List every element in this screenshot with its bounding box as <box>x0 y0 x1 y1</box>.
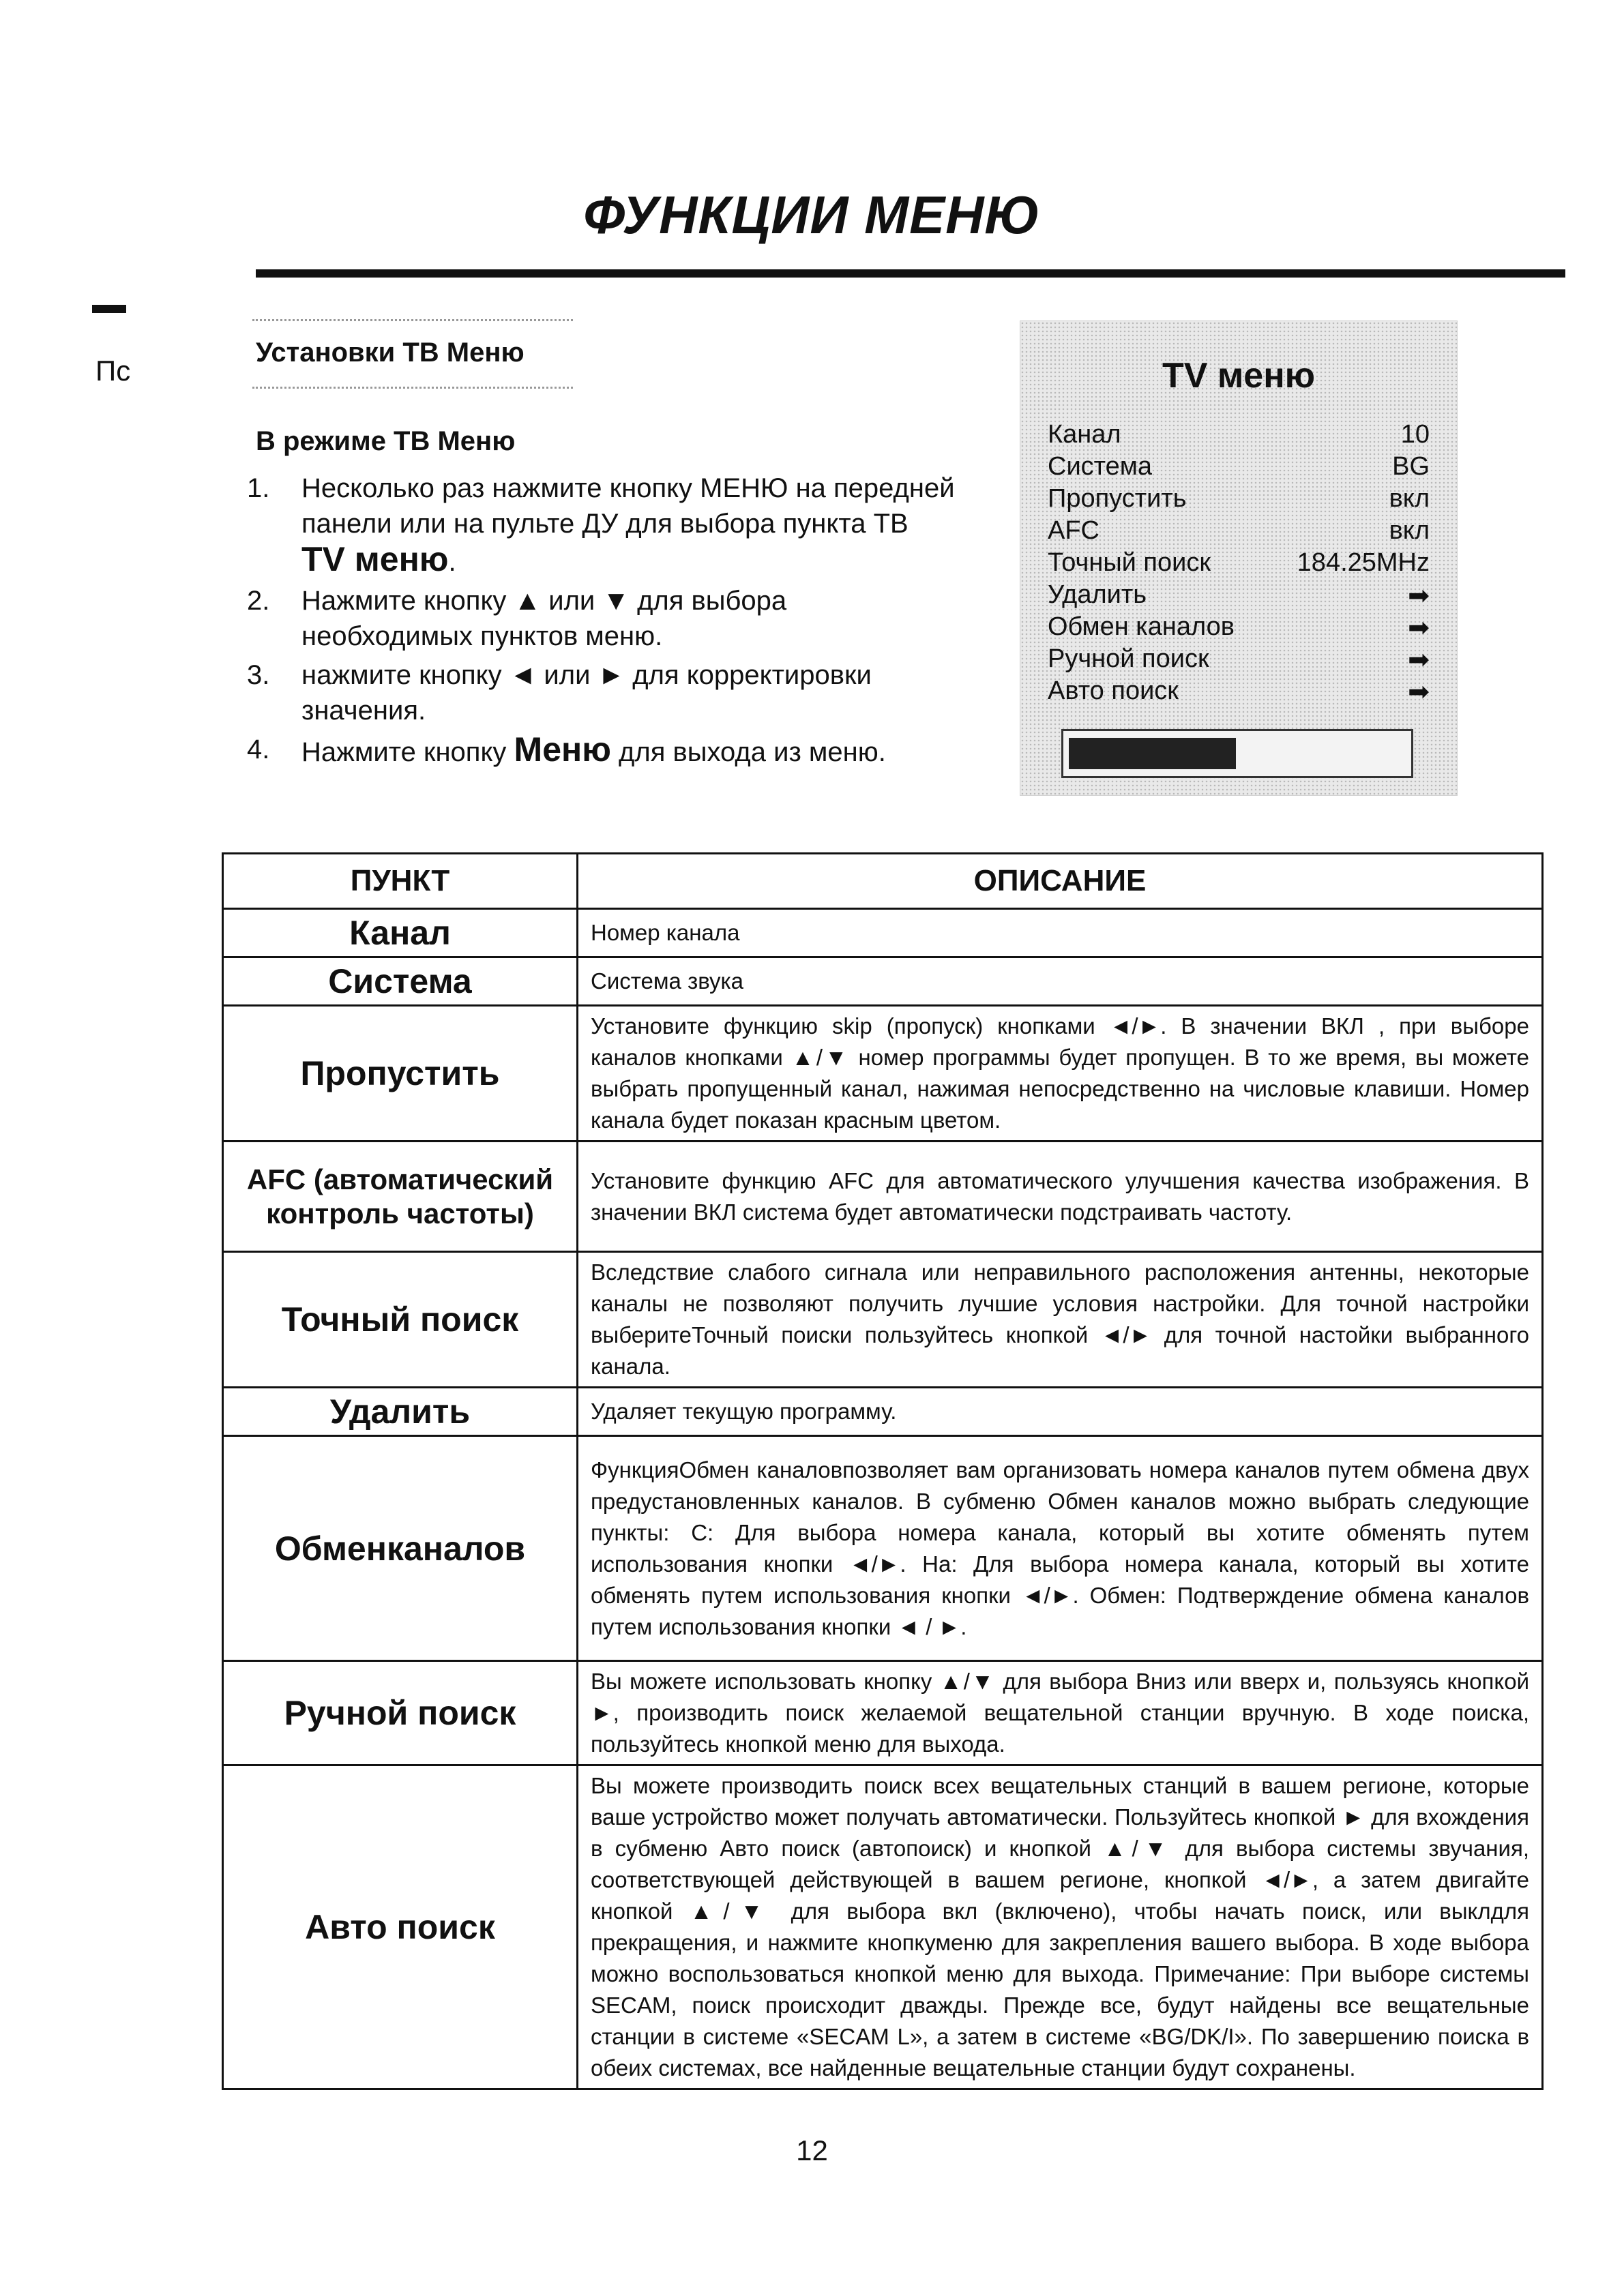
step-number: 1. <box>247 473 270 503</box>
item-name: Обменканалов <box>223 1436 578 1661</box>
item-description: Номер канала <box>578 909 1543 957</box>
table-row <box>223 909 1543 957</box>
menu-items-table <box>222 852 1544 2090</box>
tv-menu-row <box>1048 548 1430 580</box>
step-item <box>247 583 956 654</box>
item-description: Установите функцию AFC для автоматического улучшения качества изображения. В значении ВКЛ система будет автоматически подстраивать частоту. <box>578 1142 1543 1252</box>
arrow-right-icon: ➡ <box>1408 646 1430 674</box>
step-text: Нажмите кнопку ▲ или ▼ для выбора необходимых пунктов меню. <box>301 586 787 651</box>
item-name: Ручной поиск <box>223 1661 578 1765</box>
tv-menu-row <box>1048 676 1430 708</box>
tv-menu-label: Авто поиск <box>1048 676 1179 705</box>
step-item <box>247 732 956 770</box>
instruction-steps <box>247 471 956 773</box>
item-description: Вы можете производить поиск всех вещательных станций в вашем регионе, которые ваше устройство может получать автоматически. Пользуйтесь кнопкой ► для вхождения в субменю Авто поиск (автопоиск) и кнопкой ▲/▼ для выбора системы звучания, соответствующей действующей в вашем регионе, кнопкой ◄/►, а затем двигайте кнопкой ▲/▼ для выбора вкл (включено), чтобы начать поиск, или выклдля прекращения, и нажмите кнопкуменю для закрепления вашего выбора. В ходе выбора можно воспользоваться кнопкой меню для выхода. Примечание: При выборе системы SECAM, поиск происходит дважды. Прежде все, будут найдены все вещательные станции в системе «SECAM L», а затем в системе «BG/DK/I». По завершению поиска в обеих системах, все найденные вещательные станции будут сохранены. <box>578 1765 1543 2089</box>
title-divider <box>256 269 1565 278</box>
tv-menu-label: Удалить <box>1048 580 1147 609</box>
tv-menu-value: вкл <box>1389 516 1430 545</box>
table-row <box>223 1142 1543 1252</box>
step-text: нажмите кнопку ◄ или ► для корректировки значения. <box>301 660 872 726</box>
tv-menu-row <box>1048 612 1430 644</box>
table-row <box>223 1388 1543 1436</box>
tv-menu-label: Точный поиск <box>1048 548 1211 577</box>
item-description: Система звука <box>578 957 1543 1006</box>
tv-menu-row <box>1048 644 1430 676</box>
item-name: Система <box>223 957 578 1006</box>
item-name: Авто поиск <box>223 1765 578 2089</box>
table-header-row <box>223 854 1543 909</box>
table-row <box>223 957 1543 1006</box>
tv-menu-label: Система <box>1048 452 1153 481</box>
tv-menu-value: 184.25MHz <box>1297 548 1430 577</box>
tv-menu-progress-bar <box>1061 729 1413 778</box>
table-row <box>223 1661 1543 1765</box>
step-emphasis: TV меню <box>301 540 449 578</box>
table-row <box>223 1436 1543 1661</box>
table-row <box>223 1006 1543 1142</box>
tv-menu-label: Обмен каналов <box>1048 612 1235 641</box>
step-item <box>247 657 956 728</box>
margin-mark <box>92 305 126 313</box>
arrow-right-icon: ➡ <box>1408 614 1430 642</box>
step-number: 4. <box>247 734 270 764</box>
tv-menu-screenshot <box>1020 320 1458 796</box>
step-tail: . <box>448 547 456 577</box>
tv-menu-title: TV меню <box>1162 356 1316 396</box>
tv-menu-row <box>1048 516 1430 548</box>
progress-bar-fill <box>1069 738 1236 769</box>
mode-heading: В режиме ТВ Меню <box>256 426 516 456</box>
item-description: ФункцияОбмен каналовпозволяет вам организовать номера каналов путем обмена двух предустановленных каналов. В субменю Обмен каналов можно выбрать следующие пункты: С: Для выбора номера канала, который вы хотите обменять путем использования кнопки ◄/►. На: Для выбора номера канала, который вы хотите обменять путем использования кнопки ◄/►. Обмен: Подтверждение обмена каналов путем использования кнопки ◄ / ►. <box>578 1436 1543 1661</box>
tv-menu-row <box>1048 420 1430 451</box>
tv-menu-value: BG <box>1392 452 1430 481</box>
step-emphasis: Меню <box>514 730 611 769</box>
tv-menu-label: Пропустить <box>1048 484 1187 513</box>
step-text: Несколько раз нажмите кнопку МЕНЮ на передней панели или на пульте ДУ для выбора пункта ТВ <box>301 473 955 539</box>
column-header-description: ОПИСАНИЕ <box>578 854 1543 909</box>
item-description: Вы можете использовать кнопку ▲/▼ для выбора Вниз или вверх и, пользуясь кнопкой ►, производить поиск желаемой вещательной станции вручную. В ходе поиска, пользуйтесь кнопкой меню для выхода. <box>578 1661 1543 1765</box>
step-text: Нажмите кнопку <box>301 737 507 767</box>
section-heading: Установки ТВ Меню <box>256 338 525 368</box>
arrow-right-icon: ➡ <box>1408 678 1430 706</box>
item-name: Пропустить <box>223 1006 578 1142</box>
arrow-right-icon: ➡ <box>1408 582 1430 610</box>
item-description: Установите функцию skip (пропуск) кнопками ◄/►. В значении ВКЛ , при выборе каналов кнопками ▲/▼ номер программы будет пропущен. В то же время, вы можете выбрать пропущенный канал, нажимая непосредственно на числовые клавиши. Номер канала будет показан красным цветом. <box>578 1006 1543 1142</box>
column-header-item: ПУНКТ <box>223 854 578 909</box>
tv-menu-row <box>1048 580 1430 612</box>
step-tail: для выхода из меню. <box>619 737 886 767</box>
page-number: 12 <box>796 2134 828 2166</box>
step-number: 2. <box>247 586 270 616</box>
tv-menu-value: вкл <box>1389 484 1430 513</box>
step-item <box>247 471 956 580</box>
tv-menu-value: 10 <box>1400 420 1430 449</box>
item-name: Точный поиск <box>223 1252 578 1388</box>
item-name: Канал <box>223 909 578 957</box>
page-title: ФУНКЦИИ МЕНЮ <box>583 185 1041 245</box>
tv-menu-row <box>1048 484 1430 516</box>
tv-menu-label: Ручной поиск <box>1048 644 1209 673</box>
item-name: AFC (автоматический контроль частоты) <box>223 1142 578 1252</box>
table-row <box>223 1252 1543 1388</box>
tv-menu-label: Канал <box>1048 420 1121 449</box>
table-row <box>223 1765 1543 2089</box>
tv-menu-label: AFC <box>1048 516 1099 545</box>
item-description: Удаляет текущую программу. <box>578 1388 1543 1436</box>
item-name: Удалить <box>223 1388 578 1436</box>
step-number: 3. <box>247 660 270 690</box>
item-description: Вследствие слабого сигнала или неправильного расположения антенны, некоторые каналы не позволяют получить лучшие условия настройки. Для точной настройки выберитеТочный поиски пользуйтесь кнопкой ◄/► для точной настойки выбранного канала. <box>578 1252 1543 1388</box>
tv-menu-row <box>1048 452 1430 483</box>
margin-label: Пс <box>95 355 131 387</box>
